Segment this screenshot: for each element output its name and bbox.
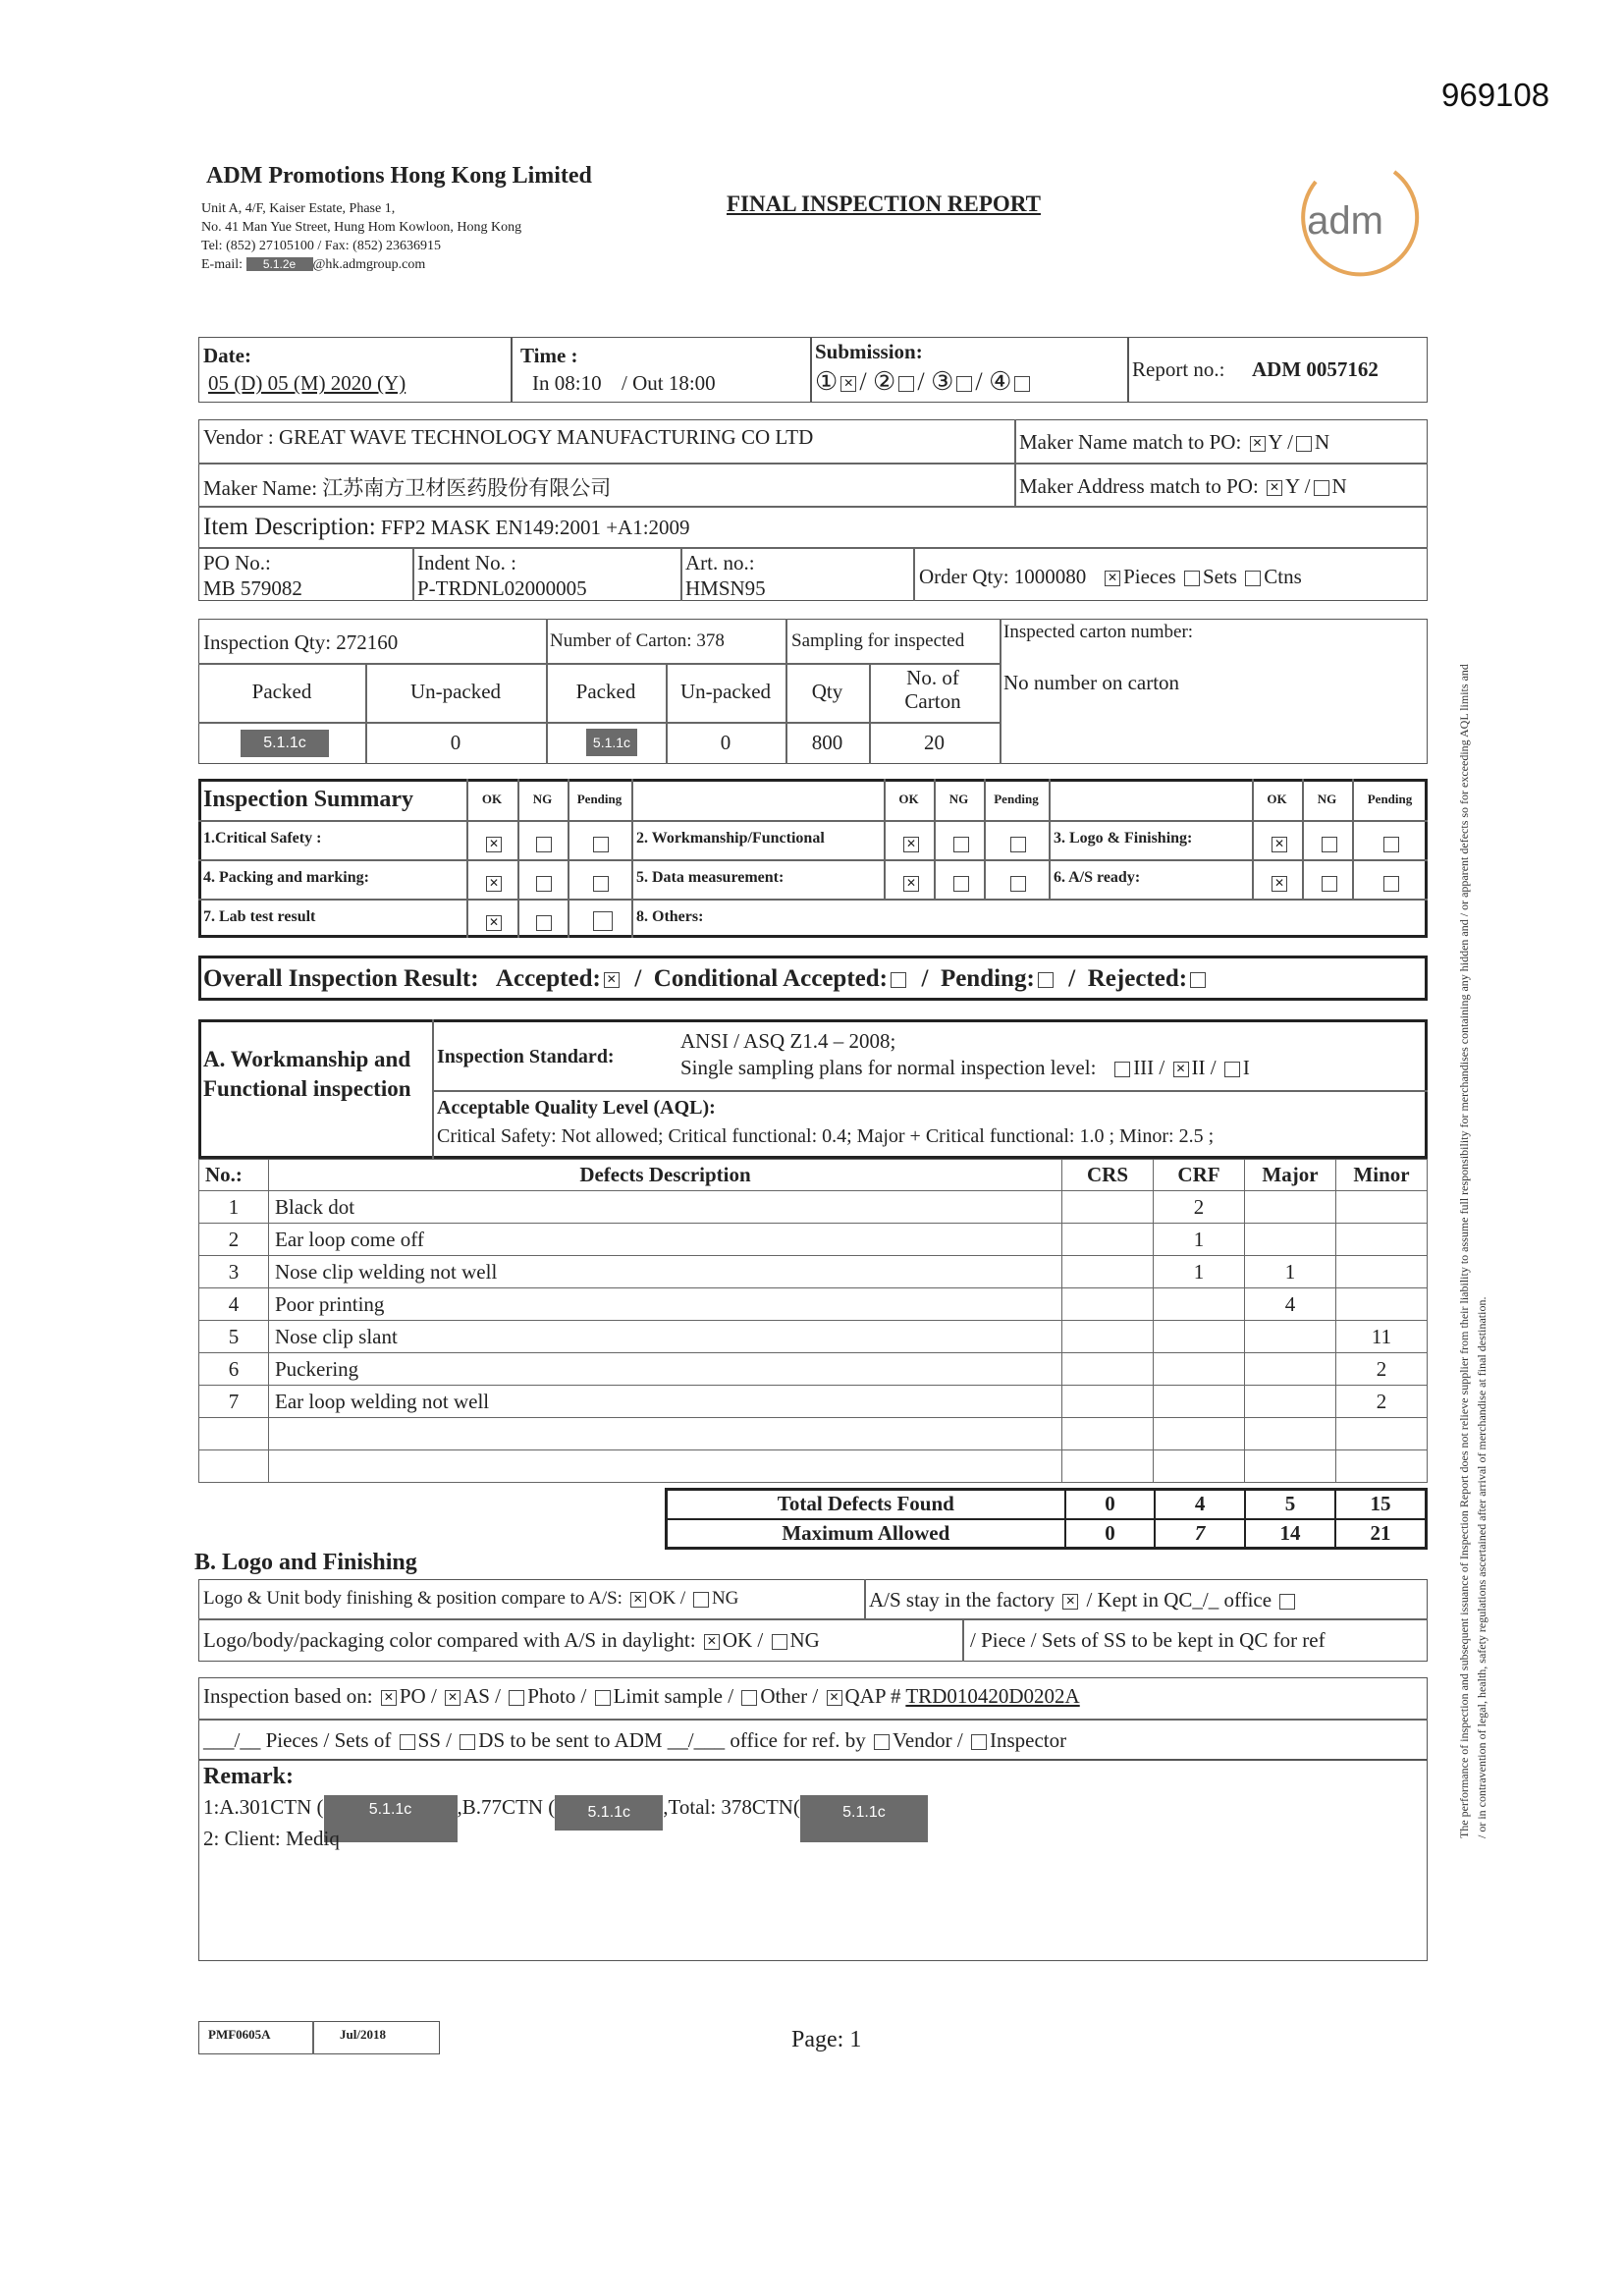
sampling-label: Sampling for inspected xyxy=(791,630,965,651)
carton-number-label: Inspected carton number: xyxy=(1003,622,1194,642)
lab-test-ng-checkbox[interactable] xyxy=(536,915,552,931)
logo-pending-checkbox[interactable] xyxy=(1383,837,1399,852)
indent-value: P-TRDNL02000005 xyxy=(417,576,587,600)
summary-ok-header-1: OK xyxy=(481,792,503,806)
sets-checkbox[interactable] xyxy=(1184,571,1200,586)
remark-line-1: 1:A.301CTN ( 5.1.1c ,B.77CTN ( 5.1.1c ,Total: 378CTN( 5.1.1c xyxy=(203,1795,928,1842)
table-row: 5 Nose clip slant 11 xyxy=(199,1321,1428,1353)
defects-table xyxy=(198,1159,1428,1483)
summary-item-workmanship: 2. Workmanship/Functional xyxy=(636,830,825,847)
maker-name-n-checkbox[interactable] xyxy=(1296,436,1312,452)
report-label: Report no.: xyxy=(1132,357,1225,381)
remark-line-2: 2: Client: Mediq xyxy=(203,1827,340,1850)
as-ready-ok-checkbox[interactable]: ✕ xyxy=(1272,876,1287,892)
summary-item-as-ready: 6. A/S ready: xyxy=(1054,869,1141,886)
summary-item-data-measurement: 5. Data measurement: xyxy=(636,869,785,886)
col-crf: CRF xyxy=(1154,1160,1245,1191)
col-desc: Defects Description xyxy=(269,1160,1062,1191)
carton-number-value: No number on carton xyxy=(1003,671,1180,694)
total-crs: 0 xyxy=(1065,1490,1156,1519)
workmanship-ng-checkbox[interactable] xyxy=(953,837,969,852)
col-minor: Minor xyxy=(1336,1160,1428,1191)
remark-box xyxy=(198,1760,1428,1961)
critical-safety-ng-checkbox[interactable] xyxy=(536,837,552,852)
workmanship-ok-checkbox[interactable]: ✕ xyxy=(903,837,919,852)
max-crs: 0 xyxy=(1065,1519,1156,1549)
total-defects-label: Total Defects Found xyxy=(667,1490,1065,1519)
workmanship-pending-checkbox[interactable] xyxy=(1010,837,1026,852)
adm-logo-icon xyxy=(1286,152,1424,290)
overall-result: Overall Inspection Result: Accepted: ✕ / Conditional Accepted: / Pending: / Rejected: xyxy=(203,965,1209,993)
indent-label: Indent No. : xyxy=(417,551,516,574)
summary-pending-header-3: Pending xyxy=(1367,792,1413,806)
based-as-checkbox[interactable]: ✕ xyxy=(445,1690,460,1706)
total-major: 5 xyxy=(1245,1490,1335,1519)
summary-pending-header-1: Pending xyxy=(576,792,623,806)
qty-header: Qty xyxy=(811,680,843,703)
summary-item-lab-test: 7. Lab test result xyxy=(203,908,316,925)
col-crs: CRS xyxy=(1062,1160,1154,1191)
based-po-checkbox[interactable]: ✕ xyxy=(381,1690,397,1706)
maker-name-match: Maker Name match to PO: ✕ Y / N xyxy=(1019,430,1330,454)
art-value: HMSN95 xyxy=(685,576,766,600)
max-allowed-label: Maximum Allowed xyxy=(667,1519,1065,1549)
col-no: No.: xyxy=(199,1160,269,1191)
inspection-standard-label: Inspection Standard: xyxy=(437,1046,615,1067)
total-crf: 4 xyxy=(1155,1490,1245,1519)
totals-table xyxy=(665,1488,1428,1550)
unpacked-header: Un-packed xyxy=(409,680,502,703)
email-redaction: 5.1.2e xyxy=(246,257,313,271)
remark-redaction-2: 5.1.1c xyxy=(555,1795,663,1831)
report-title: FINAL INSPECTION REPORT xyxy=(727,191,1041,216)
remark-redaction-1: 5.1.1c xyxy=(324,1795,458,1842)
company-name: ADM Promotions Hong Kong Limited xyxy=(206,163,592,189)
packing-pending-checkbox[interactable] xyxy=(593,876,609,892)
by-vendor-checkbox[interactable] xyxy=(874,1734,890,1750)
as-ready-ng-checkbox[interactable] xyxy=(1322,876,1337,892)
total-minor: 15 xyxy=(1335,1490,1427,1519)
time-out: / Out 18:00 xyxy=(622,371,716,395)
form-date: Jul/2018 xyxy=(340,2027,386,2042)
summary-ng-header-3: NG xyxy=(1317,792,1337,806)
summary-ok-header-2: OK xyxy=(898,792,919,806)
item-description: Item Description: FFP2 MASK EN149:2001 +A1:2009 xyxy=(203,514,690,540)
lab-test-ok-checkbox[interactable]: ✕ xyxy=(486,915,502,931)
maker-name-y-checkbox[interactable]: ✕ xyxy=(1250,436,1266,452)
max-major: 14 xyxy=(1245,1519,1335,1549)
maker-address-match: Maker Address match to PO: ✕ Y / N xyxy=(1019,474,1347,498)
submission-options: ① ✕ / ② / ③ / ④ xyxy=(815,367,1033,397)
packing-ng-checkbox[interactable] xyxy=(536,876,552,892)
level-iii-checkbox[interactable] xyxy=(1114,1062,1130,1077)
as-ready-pending-checkbox[interactable] xyxy=(1383,876,1399,892)
summary-ok-header-3: OK xyxy=(1267,792,1287,806)
logo-finishing-ng-checkbox[interactable] xyxy=(693,1592,709,1608)
order-qty: Order Qty: 1000080 ✕ Pieces Sets Ctns xyxy=(919,565,1302,588)
remark-label: Remark: xyxy=(203,1764,294,1789)
summary-item-others: 8. Others: xyxy=(636,908,704,925)
rejected-checkbox[interactable] xyxy=(1190,972,1206,988)
summary-item-logo: 3. Logo & Finishing: xyxy=(1054,830,1193,847)
max-minor: 21 xyxy=(1335,1519,1427,1549)
side-disclaimer-2: / or in contravention of legal, health, safety regulations ascertained after arrival of merchandise at final destination. xyxy=(1475,1296,1489,1838)
data-measurement-ok-checkbox[interactable]: ✕ xyxy=(903,876,919,892)
unpacked2-header: Un-packed xyxy=(679,680,772,703)
carton-count: Number of Carton: 378 xyxy=(550,630,725,651)
data-measurement-pending-checkbox[interactable] xyxy=(1010,876,1026,892)
aql-label: Acceptable Quality Level (AQL): xyxy=(437,1097,716,1119)
standard-line-2: Single sampling plans for normal inspection level: III / ✕ II / I xyxy=(680,1056,1250,1079)
logo-finishing-ok-checkbox[interactable]: ✕ xyxy=(630,1592,646,1608)
form-code: PMF0605A xyxy=(208,2027,271,2042)
inspection-based-line: Inspection based on: ✕ PO / ✕ AS / Photo / Limit sample / Other / ✕ QAP # TRD010420D0202A xyxy=(203,1684,1080,1708)
date-label: Date: xyxy=(203,344,251,367)
lab-test-pending-checkbox[interactable] xyxy=(593,911,613,931)
table-row-empty xyxy=(199,1418,1428,1450)
col-major: Major xyxy=(1245,1160,1336,1191)
based-limit-checkbox[interactable] xyxy=(595,1690,611,1706)
summary-item-packing: 4. Packing and marking: xyxy=(203,869,369,886)
level-ii-checkbox[interactable]: ✕ xyxy=(1173,1062,1189,1077)
logo-color-line: Logo/body/packaging color compared with A/S in daylight: ✕ OK / NG xyxy=(203,1628,820,1652)
as-stay-factory: A/S stay in the factory ✕ / Kept in QC_/_ office xyxy=(869,1588,1298,1613)
pieces-sets-line: ___/__ Pieces / Sets of SS / DS to be sent to ADM __/___ office for ref. by Vendor / Inspector xyxy=(203,1728,1067,1752)
based-other-checkbox[interactable] xyxy=(741,1690,757,1706)
logo-section-title: B. Logo and Finishing xyxy=(194,1550,417,1575)
logo-color-ok-checkbox[interactable]: ✕ xyxy=(704,1634,720,1650)
adm-logo xyxy=(1286,152,1424,290)
time-in: In 08:10 xyxy=(532,371,602,395)
standard-line-1: ANSI / ASQ Z1.4 – 2008; xyxy=(680,1029,896,1053)
po-value: MB 579082 xyxy=(203,576,302,600)
data-measurement-ng-checkbox[interactable] xyxy=(953,876,969,892)
pieces-checkbox[interactable]: ✕ xyxy=(1105,571,1120,586)
submission-3-checkbox[interactable] xyxy=(956,376,972,392)
packed2-redaction: 5.1.1c xyxy=(586,729,637,756)
table-row: 6 Puckering 2 xyxy=(199,1353,1428,1386)
no-carton-header: No. of Carton xyxy=(904,666,961,713)
unpacked-value: 0 xyxy=(450,731,461,754)
packed-redaction: 5.1.1c xyxy=(241,730,329,757)
ss-checkbox[interactable] xyxy=(400,1734,415,1750)
logo-text: adm xyxy=(1307,199,1383,243)
po-label: PO No.: xyxy=(203,551,271,574)
ctns-checkbox[interactable] xyxy=(1245,571,1261,586)
remark-redaction-3: 5.1.1c xyxy=(800,1795,928,1842)
summary-item-critical-safety: 1.Critical Safety : xyxy=(203,830,322,847)
max-crf: 7 xyxy=(1155,1519,1245,1549)
page-number: Page: 1 xyxy=(791,2027,862,2052)
logo-ok-checkbox[interactable]: ✕ xyxy=(1272,837,1287,852)
workmanship-section-title: A. Workmanship and Functional inspection xyxy=(203,1047,411,1101)
logo-finishing-line-1: Logo & Unit body finishing & position compare to A/S: ✕ OK / NG xyxy=(203,1588,739,1609)
qap-number: TRD010420D0202A xyxy=(905,1684,1080,1708)
ds-checkbox[interactable] xyxy=(460,1734,475,1750)
summary-ng-header-1: NG xyxy=(532,792,553,806)
unpacked2-value: 0 xyxy=(720,731,731,754)
table-row: 4 Poor printing 4 xyxy=(199,1288,1428,1321)
table-row: 1 Black dot 2 xyxy=(199,1191,1428,1224)
summary-pending-header-2: Pending xyxy=(994,792,1039,806)
company-address-1: Unit A, 4/F, Kaiser Estate, Phase 1, xyxy=(201,201,396,216)
submission-label: Submission: xyxy=(815,340,923,363)
submission-2-checkbox[interactable] xyxy=(898,376,914,392)
aql-text: Critical Safety: Not allowed; Critical functional: 0.4; Major + Critical functional: 1.0 ; Minor: 2.5 ; xyxy=(437,1125,1215,1147)
company-tel: Tel: (852) 27105100 / Fax: (852) 23636915 xyxy=(201,239,441,253)
side-disclaimer-1: The performance of inspection and subsequent issuance of Inspection Report does not relieve supplier from their liability to assume full responsibility for merchandises containing any hidden and / or apparent defects so for exceeding AQL limits and xyxy=(1457,664,1471,1838)
packed-header: Packed xyxy=(251,680,312,703)
company-address-2: No. 41 Man Yue Street, Hung Hom Kowloon, Hong Kong xyxy=(201,220,522,235)
carton-value: 20 xyxy=(924,731,945,754)
vendor-name: Vendor : GREAT WAVE TECHNOLOGY MANUFACTURING CO LTD xyxy=(203,425,814,449)
date-value: 05 (D) 05 (M) 2020 (Y) xyxy=(208,371,406,395)
table-row: 3 Nose clip welding not well 1 1 xyxy=(199,1256,1428,1288)
accepted-checkbox[interactable]: ✕ xyxy=(604,972,620,988)
conditional-accepted-checkbox[interactable] xyxy=(891,972,906,988)
level-i-checkbox[interactable] xyxy=(1224,1062,1240,1077)
company-email: E-mail: 5.1.2e @hk.admgroup.com xyxy=(201,257,426,272)
by-inspector-checkbox[interactable] xyxy=(971,1734,987,1750)
logo-ng-checkbox[interactable] xyxy=(1322,837,1337,852)
based-photo-checkbox[interactable] xyxy=(509,1690,524,1706)
packing-ok-checkbox[interactable]: ✕ xyxy=(486,876,502,892)
submission-4-checkbox[interactable] xyxy=(1014,376,1030,392)
inspection-qty: Inspection Qty: 272160 xyxy=(203,630,399,654)
maker-address-y-checkbox[interactable]: ✕ xyxy=(1267,480,1282,496)
time-label: Time : xyxy=(520,344,578,367)
packed2-header: Packed xyxy=(575,680,636,703)
maker-name: Maker Name: 江苏南方卫材医药股份有限公司 xyxy=(203,476,612,500)
maker-address-n-checkbox[interactable] xyxy=(1314,480,1329,496)
submission-1-checkbox[interactable]: ✕ xyxy=(840,376,856,392)
art-label: Art. no.: xyxy=(685,551,755,574)
table-row-empty xyxy=(199,1450,1428,1483)
piece-sets-text: / Piece / Sets of SS to be kept in QC for ref xyxy=(970,1628,1326,1652)
table-row: 7 Ear loop welding not well 2 xyxy=(199,1386,1428,1418)
pending-checkbox[interactable] xyxy=(1038,972,1054,988)
critical-safety-pending-checkbox[interactable] xyxy=(593,837,609,852)
as-stay-checkbox[interactable]: ✕ xyxy=(1062,1594,1078,1610)
report-number: ADM 0057162 xyxy=(1252,357,1379,381)
based-qap-checkbox[interactable]: ✕ xyxy=(827,1690,842,1706)
logo-color-ng-checkbox[interactable] xyxy=(772,1634,787,1650)
summary-ng-header-2: NG xyxy=(948,792,969,806)
table-row: 2 Ear loop come off 1 xyxy=(199,1224,1428,1256)
summary-title: Inspection Summary xyxy=(203,787,414,812)
kept-in-qc-checkbox[interactable] xyxy=(1279,1594,1295,1610)
qty-value: 800 xyxy=(811,731,843,754)
critical-safety-ok-checkbox[interactable]: ✕ xyxy=(486,837,502,852)
document-number: 969108 xyxy=(1441,77,1550,113)
